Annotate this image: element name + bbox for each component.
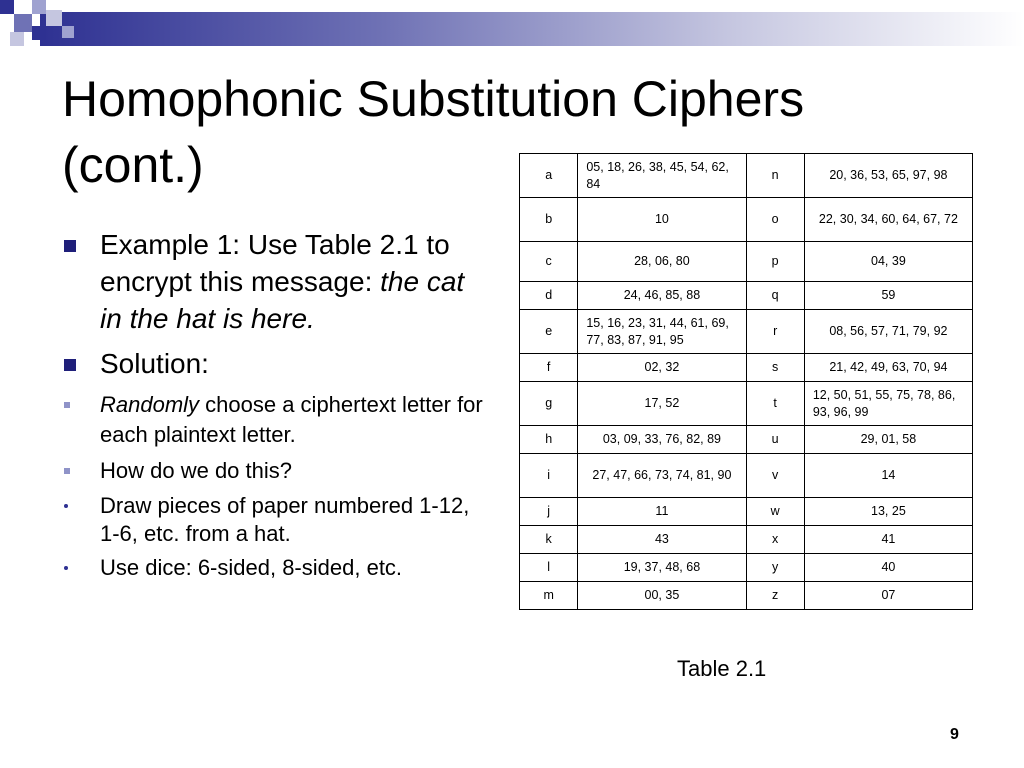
values-cell: 28, 06, 80 [578,242,746,282]
solution-text: Solution: [100,348,209,379]
table-row [520,354,973,382]
values-cell: 11 [578,498,746,526]
letter-cell: e [520,310,578,354]
values-cell: 21, 42, 49, 63, 70, 94 [804,354,972,382]
table-row [520,382,973,426]
decor-square [10,32,24,46]
values-cell: 14 [804,454,972,498]
sub-bullet-how [62,456,492,486]
dot-bullet-icon [64,504,68,508]
letter-cell: j [520,498,578,526]
how-text: How do we do this? [100,458,292,483]
letter-cell: k [520,526,578,554]
letter-cell: t [746,382,804,426]
letter-cell: h [520,426,578,454]
letter-cell: f [520,354,578,382]
example-text: Example 1: Use Table 2.1 to encrypt this message: [100,229,450,297]
square-bullet-icon [64,359,76,371]
decor-square [46,10,62,26]
values-cell: 10 [578,198,746,242]
letter-cell: z [746,582,804,610]
decor-square [0,0,14,14]
values-cell: 08, 56, 57, 71, 79, 92 [804,310,972,354]
values-cell: 17, 52 [578,382,746,426]
values-cell: 27, 47, 66, 73, 74, 81, 90 [578,454,746,498]
values-cell: 13, 25 [804,498,972,526]
values-cell: 22, 30, 34, 60, 64, 67, 72 [804,198,972,242]
values-cell: 04, 39 [804,242,972,282]
randomly-rest-text: choose a ciphertext letter for each plaintext letter. [100,392,483,447]
table-caption: Table 2.1 [677,656,767,681]
table-row [520,198,973,242]
decor-square [32,26,46,40]
title-line-1: Homophonic Substitution Ciphers [62,71,805,127]
values-cell: 19, 37, 48, 68 [578,554,746,582]
values-cell: 05, 18, 26, 38, 45, 54, 62, 84 [578,154,746,198]
letter-cell: y [746,554,804,582]
values-cell: 43 [578,526,746,554]
decor-square [14,14,32,32]
letter-cell: o [746,198,804,242]
sub-bullet-randomly [62,390,492,450]
letter-cell: s [746,354,804,382]
draw-text: Draw pieces of paper numbered 1-12, 1-6, etc. from a hat. [100,493,470,546]
table-row [520,154,973,198]
small-square-bullet-icon [64,468,70,474]
cipher-table-body [520,154,973,610]
table-row [520,242,973,282]
table-row [520,310,973,354]
values-cell: 02, 32 [578,354,746,382]
table-row [520,282,973,310]
letter-cell: d [520,282,578,310]
values-cell: 03, 09, 33, 76, 82, 89 [578,426,746,454]
sub-sub-bullet-draw [62,492,492,548]
values-cell: 12, 50, 51, 55, 75, 78, 86, 93, 96, 99 [804,382,972,426]
values-cell: 00, 35 [578,582,746,610]
dice-text: Use dice: 6-sided, 8-sided, etc. [100,555,403,580]
dot-bullet-icon [64,566,68,570]
sub-sub-bullet-dice [62,554,492,582]
letter-cell: r [746,310,804,354]
table-row [520,554,973,582]
values-cell: 20, 36, 53, 65, 97, 98 [804,154,972,198]
decor-square [62,26,74,38]
bullet-solution [62,345,492,382]
letter-cell: v [746,454,804,498]
table-row [520,454,973,498]
table-row [520,582,973,610]
letter-cell: l [520,554,578,582]
letter-cell: a [520,154,578,198]
letter-cell: p [746,242,804,282]
bullet-example [62,226,492,337]
letter-cell: x [746,526,804,554]
letter-cell: n [746,154,804,198]
square-bullet-icon [64,240,76,252]
table-row [520,426,973,454]
values-cell: 29, 01, 58 [804,426,972,454]
small-square-bullet-icon [64,402,70,408]
bullet-list [62,226,492,588]
values-cell: 15, 16, 23, 31, 44, 61, 69, 77, 83, 87, 91, 95 [578,310,746,354]
table-row [520,526,973,554]
example-message: the cat in the hat is here. [100,266,465,334]
values-cell: 40 [804,554,972,582]
values-cell: 24, 46, 85, 88 [578,282,746,310]
randomly-text: Randomly [100,392,200,417]
values-cell: 59 [804,282,972,310]
letter-cell: g [520,382,578,426]
letter-cell: m [520,582,578,610]
values-cell: 07 [804,582,972,610]
values-cell: 41 [804,526,972,554]
title-line-2: (cont.) [62,137,204,193]
letter-cell: i [520,454,578,498]
table-row [520,498,973,526]
letter-cell: q [746,282,804,310]
decor-square [32,0,46,14]
cipher-table [519,153,973,610]
header-gradient-band [40,12,1024,46]
letter-cell: w [746,498,804,526]
letter-cell: u [746,426,804,454]
letter-cell: c [520,242,578,282]
letter-cell: b [520,198,578,242]
page-number: 9 [950,726,959,743]
